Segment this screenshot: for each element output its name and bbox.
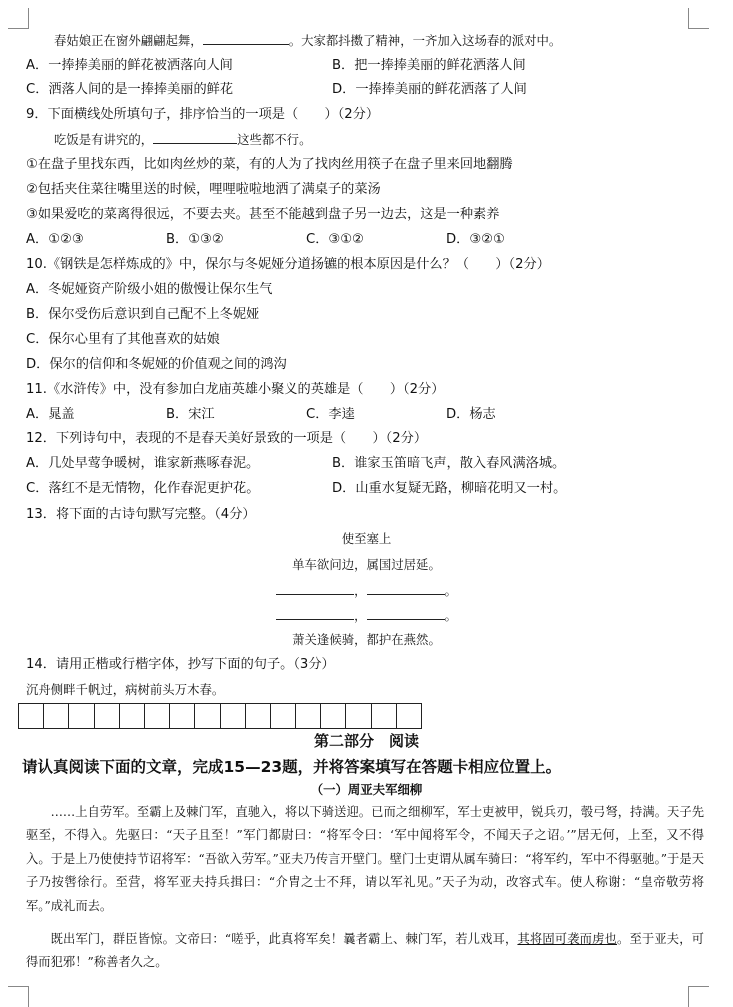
poem-line-1: 单车欲问边，属国过居延。 — [292, 557, 441, 572]
q8-option-a[interactable]: A．一捧捧美丽的鲜花被洒落向人间 — [26, 58, 233, 73]
q9-title: 9．下面横线处所填句子，排序恰当的一项是（ ）（2分） — [26, 107, 380, 122]
q8-stem-pre: 春姑娘正在窗外翩翩起舞， — [54, 33, 203, 48]
poem-blank-1[interactable] — [276, 582, 354, 595]
grid-cell[interactable] — [372, 704, 397, 728]
grid-cell[interactable] — [44, 704, 69, 728]
grid-cell[interactable] — [95, 704, 120, 728]
grid-cell[interactable] — [221, 704, 246, 728]
q10-title: 10.《钢铁是怎样炼成的》中，保尔与冬妮娅分道扬镳的根本原因是什么？（ ）（2分） — [26, 257, 550, 272]
q9-sentence-3: ③如果爱吃的菜离得很远，不要去夹。甚至不能越到盘子另一边去，这是一种素养 — [26, 207, 500, 222]
q8-options-row2 — [26, 81, 527, 99]
q9-stem — [54, 131, 311, 149]
grid-cell[interactable] — [120, 704, 145, 728]
q10-option-b[interactable]: B．保尔受伤后意识到自己配不上冬妮娅 — [26, 307, 260, 322]
poem-blank-4[interactable] — [367, 607, 445, 620]
q9-blank[interactable] — [153, 131, 237, 144]
poem-line-3 — [0, 607, 733, 625]
poem-period-1: 。 — [444, 583, 457, 598]
crop-mark-bottom-left — [8, 986, 29, 1007]
q11-option-c[interactable]: C．李逵 — [306, 407, 355, 422]
q9-sentence-2: ②包括夹住菜往嘴里送的时候，哩哩啦啦地洒了满桌子的菜汤 — [26, 182, 381, 197]
grid-cell[interactable] — [397, 704, 422, 728]
poem-line-4: 萧关逢候骑，都护在燕然。 — [292, 632, 441, 647]
crop-mark-bottom-right — [688, 986, 709, 1007]
q11-option-a[interactable]: A．晁盖 — [26, 407, 75, 422]
q8-options-row1 — [26, 57, 526, 75]
poem-period-2: 。 — [444, 608, 457, 623]
q8-stem-post: 。大家都抖擞了精神，一齐加入这场春的派对中。 — [288, 33, 562, 48]
q9-option-b[interactable]: B．①③② — [166, 232, 224, 247]
q8-option-b[interactable]: B．把一捧捧美丽的鲜花洒落人间 — [332, 58, 526, 73]
passage-underlined-sentence: 其将固可袭而虏也 — [517, 932, 618, 946]
q14-sentence: 沉舟侧畔千帆过，病树前头万木春。 — [26, 682, 225, 697]
q9-sentence-1: ①在盘子里找东西，比如肉丝炒的菜，有的人为了找肉丝用筷子在盘子里来回地翻腾 — [26, 157, 513, 172]
q11-option-d[interactable]: D．杨志 — [446, 407, 496, 422]
q11-option-b[interactable]: B．宋江 — [166, 407, 215, 422]
grid-cell[interactable] — [195, 704, 220, 728]
grid-cell[interactable] — [145, 704, 170, 728]
grid-cell[interactable] — [69, 704, 94, 728]
q8-option-c[interactable]: C．洒落人间的是一捧捧美丽的鲜花 — [26, 82, 234, 97]
q9-option-c[interactable]: C．③①② — [306, 232, 364, 247]
passage-p2-pre: 既出军门，群臣皆惊。文帝曰：“嗟乎，此真将军矣！曩者霸上、棘门军，若儿戏耳， — [50, 932, 518, 946]
grid-cell[interactable] — [170, 704, 195, 728]
q11-title: 11.《水浒传》中，没有参加白龙庙英雄小聚义的英雄是（ ）（2分） — [26, 382, 445, 397]
q12-option-a[interactable]: A．几处早莺争暖树，谁家新燕啄春泥。 — [26, 456, 260, 471]
q12-option-b[interactable]: B．谁家玉笛暗飞声，散入春风满洛城。 — [332, 456, 566, 471]
part2-instruction: 请认真阅读下面的文章，完成15—23题，并将答案填写在答题卡相应位置上。 — [22, 758, 562, 776]
passage-title: （一）周亚夫军细柳 — [310, 782, 423, 797]
crop-mark-top-left — [8, 8, 29, 29]
q8-blank[interactable] — [203, 32, 289, 45]
poem-comma-1: ， — [354, 583, 367, 598]
poem-blank-3[interactable] — [276, 607, 354, 620]
poem-comma-2: ， — [354, 608, 367, 623]
writing-grid[interactable] — [18, 703, 422, 729]
grid-cell[interactable] — [296, 704, 321, 728]
poem-line-2 — [0, 582, 733, 600]
grid-cell[interactable] — [321, 704, 346, 728]
q8-stem — [54, 32, 561, 50]
q12-options-row1 — [26, 455, 566, 473]
grid-cell[interactable] — [19, 704, 44, 728]
q14-title: 14．请用正楷或行楷字体，抄写下面的句子。（3分） — [26, 657, 335, 672]
q9-option-d[interactable]: D．③②① — [446, 232, 505, 247]
q12-options-row2 — [26, 480, 567, 498]
grid-cell[interactable] — [246, 704, 271, 728]
q10-option-a[interactable]: A．冬妮娅资产阶级小姐的傲慢让保尔生气 — [26, 282, 273, 297]
passage-p2-post: 。至于亚夫，可得而犯邪！”称善者久之。 — [26, 932, 704, 970]
q13-title: 13．将下面的古诗句默写完整。（4分） — [26, 507, 256, 522]
q9-stem-pre: 吃饭是有讲究的， — [54, 132, 154, 147]
crop-mark-top-right — [688, 8, 709, 29]
grid-cell[interactable] — [271, 704, 296, 728]
q9-stem-post: 这些都不行。 — [237, 132, 312, 147]
q9-option-a[interactable]: A．①②③ — [26, 232, 84, 247]
part2-title: 第二部分 阅读 — [313, 732, 419, 750]
q10-option-c[interactable]: C．保尔心里有了其他喜欢的姑娘 — [26, 332, 220, 347]
q12-title: 12．下列诗句中，表现的不是春天美好景致的一项是（ ）（2分） — [26, 431, 428, 446]
passage-paragraph-2 — [26, 928, 704, 975]
q12-option-c[interactable]: C．落红不是无情物，化作春泥更护花。 — [26, 481, 260, 496]
passage-paragraph-1: ……上自劳军。至霸上及棘门军，直驰入，将以下骑送迎。已而之细柳军，军士吏被甲，锐兵刃，彀弓弩，持满。天子先驱至，不得入。先驱曰：“天子且至！”军门都尉曰：“将军令曰：‘军中闻将军令，不闻天子之诏。’”居无何，上至，又不得入。于是上乃使使持节诏将军：“吾欲入劳军。”亚夫乃传言开壁门。壁门士吏谓从属车骑曰：“将军约，军中不得驱驰。”于是天子乃按辔徐行。至营，将军亚夫持兵揖曰：“介胄之士不拜，请以军礼见。”天子为动，改容式车。使人称谢：“皇帝敬劳将军。”成礼而去。 — [26, 805, 704, 913]
poem-title: 使至塞上 — [341, 531, 392, 546]
q8-option-d[interactable]: D．一捧捧美丽的鲜花洒落了人间 — [332, 82, 527, 97]
q10-option-d[interactable]: D．保尔的信仰和冬妮娅的价值观之间的鸿沟 — [26, 357, 287, 372]
q12-option-d[interactable]: D．山重水复疑无路，柳暗花明又一村。 — [332, 481, 567, 496]
grid-cell[interactable] — [346, 704, 371, 728]
poem-blank-2[interactable] — [367, 582, 445, 595]
